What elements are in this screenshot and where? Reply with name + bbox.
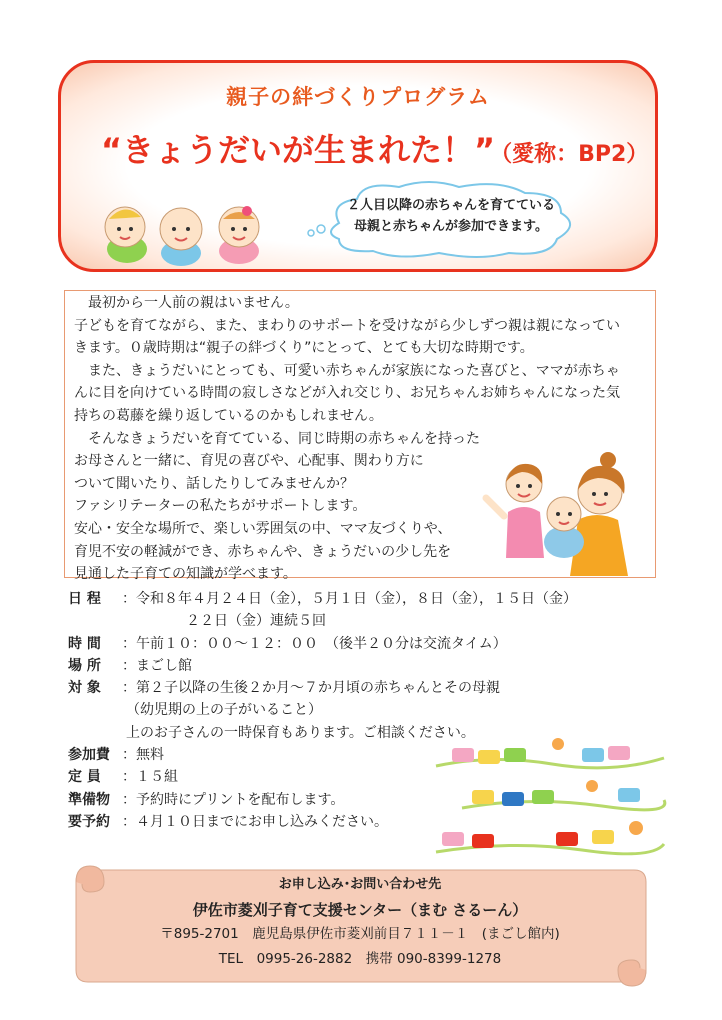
intro-line: 育児不安の軽減ができ、赤ちゃんや、きょうだいの少し先を — [74, 543, 452, 560]
detail-value: ：第２子以降の生後２か月～７か月頃の赤ちゃんとその母親 — [122, 680, 500, 697]
contact-center: 伊佐市菱刈子育て支援センター（まむ さるーん） — [192, 900, 528, 919]
contact-address: 〒895-2701 鹿児島県伊佐市菱刈前目７１１－１ (まごし館内) — [160, 926, 560, 942]
detail-label: 日 程 — [68, 591, 101, 607]
baby-left-icon — [105, 207, 147, 263]
intro-line: 持ちの葛藤を繰り返しているのかもしれません。 — [74, 407, 383, 424]
contact-phone: TEL 0995-26-2882 携帯 090-8399-1278 — [218, 950, 502, 967]
detail-label: 準備物 — [68, 791, 110, 808]
detail-value: ：午前１０：００～１２：００ （後半２０分は交流タイム） — [122, 635, 507, 652]
intro-line: 最初から一人前の親はいません。 — [88, 295, 299, 311]
header-box — [58, 60, 658, 272]
mother-children-illustration — [478, 450, 648, 576]
contact-heading: お申し込み･お問い合わせ先 — [278, 877, 442, 892]
detail-time — [68, 633, 628, 655]
detail-label: 場 所 — [68, 657, 101, 674]
detail-value: （幼児期の上の子がいること） — [126, 702, 322, 719]
detail-label: 要予約 — [68, 813, 110, 830]
intro-line: 見通した子育ての知識が学べます。 — [74, 566, 297, 583]
intro-line: きます。０歳時期は“親子の絆づくり”にとって、とても大切な時期です。 — [74, 340, 534, 357]
intro-line: んに目を向けている時間の寂しさなどが入れ交じり、お兄ちゃんお姉ちゃんになった気 — [74, 385, 620, 402]
intro-line: 安心・安全な場所で、楽しい雰囲気の中、ママ友づくりや、 — [74, 520, 452, 537]
detail-label: 参加費 — [68, 747, 110, 764]
detail-value: ：まごし館 — [122, 657, 192, 674]
detail-label: 対 象 — [68, 680, 101, 697]
detail-value: ：１５組 — [122, 769, 178, 786]
program-title: 親子の絆づくりプログラム — [226, 85, 490, 109]
cloud-text — [331, 195, 571, 237]
train-row-1-icon — [436, 738, 664, 768]
intro-line: お母さんと一緒に、育児の喜びや、心配事、関わり方に — [74, 453, 424, 470]
detail-value: ：令和８年４月２４日（金），５月１日（金），８日（金），１５日（金） — [122, 591, 577, 607]
detail-value: ２２日（金）連続５回 — [186, 613, 326, 630]
girl-icon — [486, 464, 544, 558]
intro-line: ついて聞いたり、話したりしてみませんか？ — [74, 475, 354, 492]
detail-target — [68, 677, 628, 699]
trains-illustration — [432, 736, 668, 860]
baby-right-icon — [219, 206, 259, 264]
cloud-line-1: ２人目以降の赤ちゃんを育てている — [346, 198, 555, 213]
detail-place — [68, 655, 628, 677]
intro-line: ファシリテーターの私たちがサポートします。 — [74, 498, 367, 515]
detail-label: 時 間 — [68, 635, 101, 652]
cloud-line-2: 母親と赤ちゃんが参加できます。 — [354, 219, 548, 234]
event-title: “きょうだいが生まれた！” — [101, 131, 496, 169]
babies-illustration — [89, 191, 279, 271]
train-row-3-icon — [436, 821, 664, 854]
detail-schedule — [68, 588, 628, 610]
intro-line: 子どもを育てながら、また、まわりのサポートを受けながら少しずつ親は親になってい — [74, 317, 620, 334]
main-title — [101, 125, 648, 171]
detail-value: 上のお子さんの一時保育もあります。ご相談ください。 — [126, 724, 475, 741]
intro-line: また、きょうだいにとっても、可愛い赤ちゃんが家族になった喜びと、ママが赤ちゃ — [88, 362, 620, 379]
baby-middle-icon — [160, 208, 202, 266]
detail-label: 定 員 — [68, 769, 101, 786]
detail-value: ：４月１０日までにお申し込みください。 — [122, 813, 388, 830]
intro-line: そんなきょうだいを育てている、同じ時期の赤ちゃんを持った — [88, 430, 480, 447]
detail-value: ：予約時にプリントを配布します。 — [122, 791, 345, 808]
detail-value: ：無料 — [122, 747, 164, 764]
contact-info — [98, 873, 622, 971]
event-nickname: （愛称：BP2） — [501, 142, 649, 167]
train-row-2-icon — [462, 780, 665, 810]
